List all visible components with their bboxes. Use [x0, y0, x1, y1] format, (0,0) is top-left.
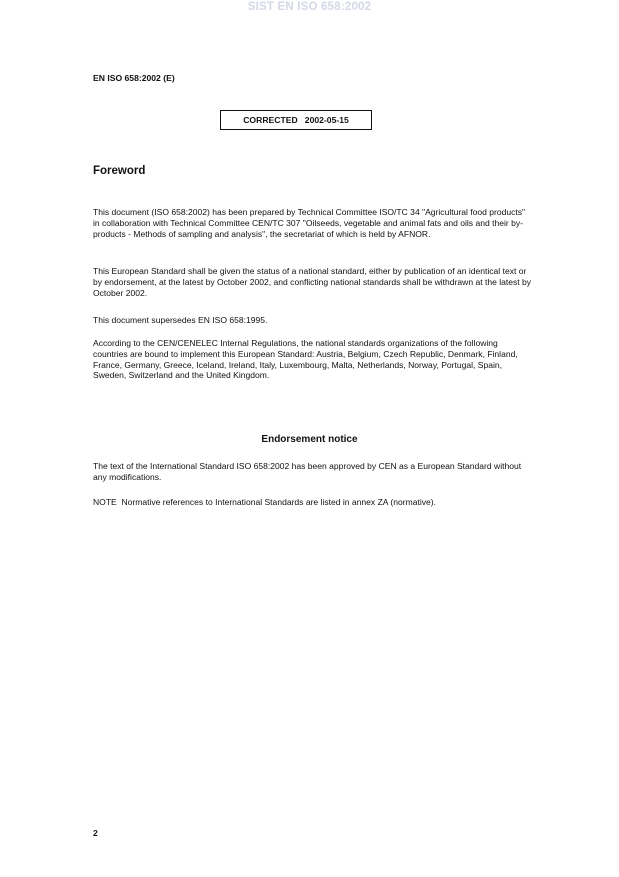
document-identifier: EN ISO 658:2002 (E) [93, 73, 175, 83]
endorsement-paragraph-1: The text of the International Standard ISO 658:2002 has been approved by CEN as a European Standard without any modifications. [93, 461, 522, 482]
foreword-paragraph-1: This document (ISO 658:2002) has been prepared by Technical Committee ISO/TC 34 "Agricultural food products" in collaboration with Technical Committee CEN/TC 307 "Oilseeds, vegetable and animal fats and oils and their by-products - Methods of sampling and analysis", the secretariat of which is held by AFNOR. [93, 207, 526, 239]
page-number: 2 [93, 828, 98, 838]
watermark: SIST EN ISO 658:2002 [247, 1, 372, 13]
foreword-heading: Foreword [93, 165, 146, 177]
endorsement-note: NOTE Normative references to International Standards are listed in annex ZA (normative). [93, 497, 436, 507]
foreword-paragraph-3: This document supersedes EN ISO 658:1995. [93, 315, 268, 325]
foreword-paragraph-2: This European Standard shall be given the status of a national standard, either by publication of an identical text or by endorsement, at the latest by October 2002, and conflicting national standards shall be withdrawn at the latest by October 2002. [93, 266, 532, 298]
endorsement-heading: Endorsement notice [261, 434, 358, 445]
corrected-stamp: CORRECTED 2002-05-15 [220, 110, 372, 130]
foreword-paragraph-4: According to the CEN/CENELEC Internal Regulations, the national standards organizations of the following countries are bound to implement this European Standard: Austria, Belgium, Czech Republic, Denmark, Finland, France, Germany, Greece, Iceland, Ireland, Italy, Luxembourg, Malta, Netherlands, Norway, Portugal, Spain, Sweden, Switzerland and the United Kingdom. [93, 338, 518, 381]
